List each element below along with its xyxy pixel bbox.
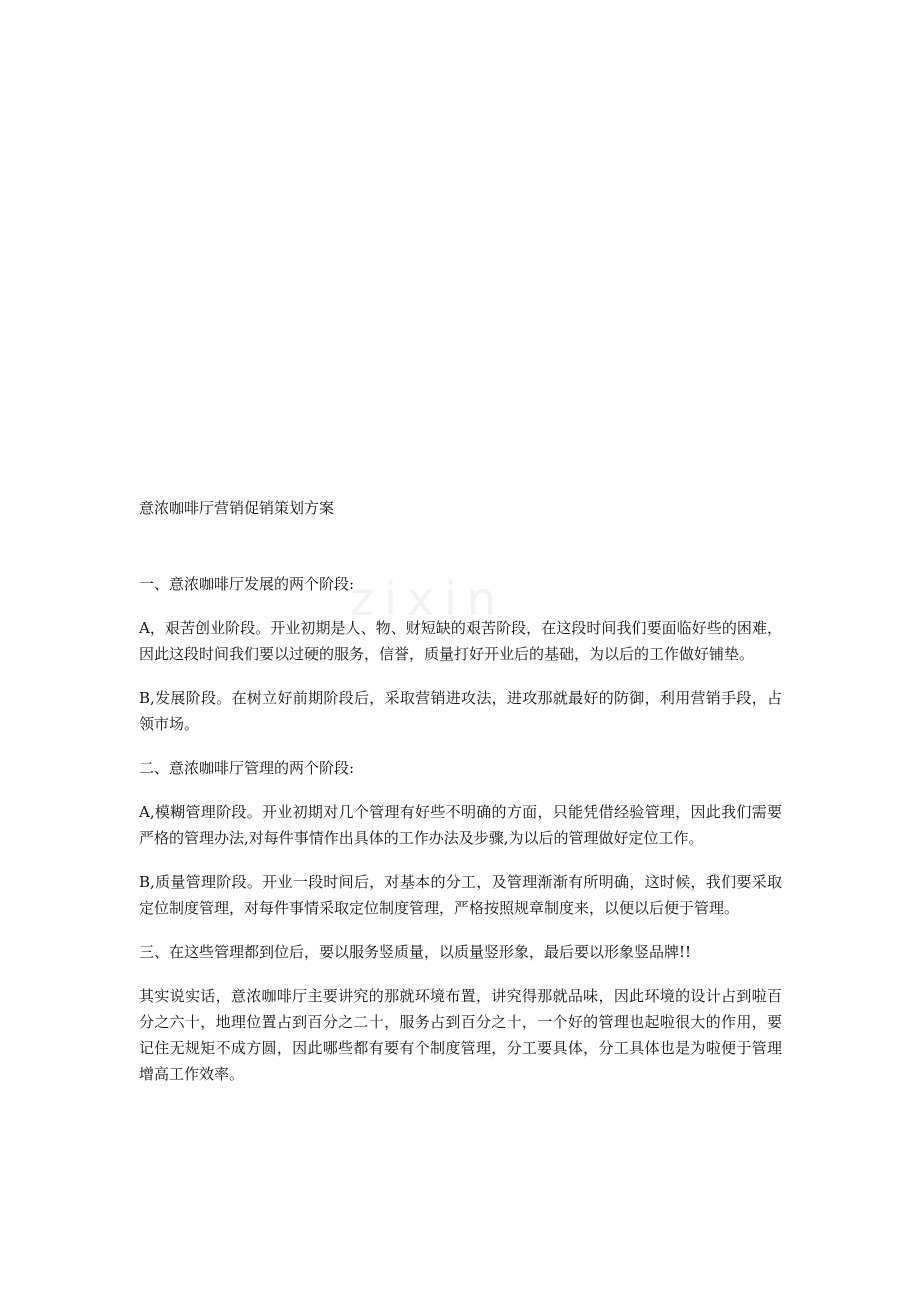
section-heading-2: 二、意浓咖啡厅管理的两个阶段: xyxy=(139,759,355,777)
section-heading-1: 一、意浓咖啡厅发展的两个阶段: xyxy=(139,575,355,593)
paragraph-management-b: B,质量管理阶段。开业一段时间后，对基本的分工，及管理渐渐有所明确，这时候，我们要采取定位制度管理，对每件事情采取定位制度管理，严格按照规章制度来，以便以后便于管理。 xyxy=(139,873,782,917)
paragraph-stage-a: A，艰苦创业阶段。开业初期是人、物、财短缺的艰苦阶段，在这段时间我们要面临好些的困难，因此这段时间我们要以过硬的服务，信誉，质量打好开业后的基础，为以后的工作做好铺垫。 xyxy=(139,619,782,663)
paragraph-conclusion: 其实说实话，意浓咖啡厅主要讲究的那就环境布置，讲究得那就品味，因此环境的设计占到啦百分之六十，地理位置占到百分之二十，服务占到百分之十，一个好的管理也起啦很大的作用，要记住无规矩不成方圆，因此哪些都有要有个制度管理，分工要具体，分工具体也是为啦便于管理增高工作效率。 xyxy=(139,987,782,1083)
section-heading-3: 三、在这些管理都到位后，要以服务竖质量，以质量竖形象，最后要以形象竖品牌!! xyxy=(139,943,692,961)
document-body xyxy=(139,495,782,1105)
watermark: zixin xyxy=(350,572,507,626)
paragraph-management-a: A,模糊管理阶段。开业初期对几个管理有好些不明确的方面，只能凭借经验管理，因此我们需要严格的管理办法,对每件事情作出具体的工作办法及步骤,为以后的管理做好定位工作。 xyxy=(139,803,782,847)
paragraph-stage-b: B,发展阶段。在树立好前期阶段后，采取营销进攻法，进攻那就最好的防御，利用营销手段，占领市场。 xyxy=(139,689,782,733)
document-title: 意浓咖啡厅营销促销策划方案 xyxy=(139,499,335,517)
